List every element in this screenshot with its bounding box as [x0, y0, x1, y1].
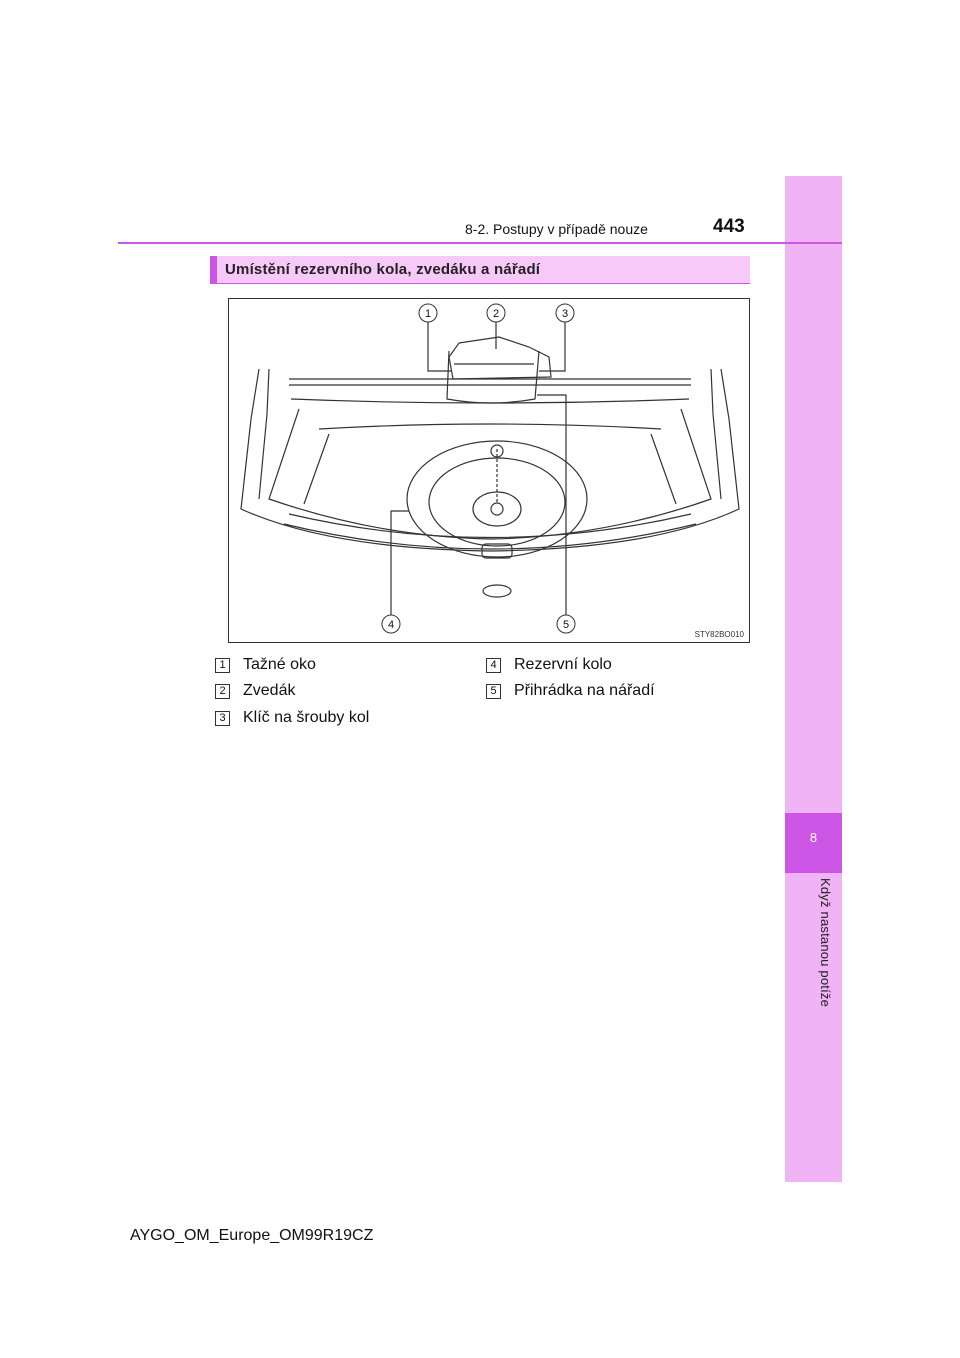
figure-code: STY82BO010: [694, 630, 744, 639]
heading-accent-bar: [210, 256, 217, 284]
legend-text: Klíč na šrouby kol: [243, 709, 370, 726]
trunk-drawing: [229, 299, 751, 644]
legend-number: 3: [215, 711, 230, 726]
callout-3: 3: [561, 308, 569, 320]
trunk-illustration: [228, 298, 750, 643]
section-title: 8-2. Postupy v případě nouze: [465, 221, 648, 237]
legend-text: Tažné oko: [243, 656, 316, 673]
callout-4: 4: [387, 619, 395, 631]
legend-number: 2: [215, 684, 230, 699]
chapter-number: 8: [809, 830, 818, 845]
section-heading: Umístění rezervního kola, zvedáku a nářadí: [225, 261, 541, 278]
header-rule: [118, 242, 842, 244]
callout-1: 1: [424, 308, 432, 320]
chapter-side-tab: [785, 176, 842, 1182]
legend-text: Přihrádka na nářadí: [514, 682, 655, 699]
legend-text: Zvedák: [243, 682, 296, 699]
document-footer-code: AYGO_OM_Europe_OM99R19CZ: [130, 1227, 374, 1244]
chapter-title: Když nastanou potíže: [818, 878, 833, 1008]
callout-5: 5: [562, 619, 570, 631]
legend-text: Rezervní kolo: [514, 656, 612, 673]
legend-number: 5: [486, 684, 501, 699]
legend-number: 1: [215, 658, 230, 673]
page-number: 443: [713, 216, 745, 237]
legend-number: 4: [486, 658, 501, 673]
callout-2: 2: [492, 308, 500, 320]
